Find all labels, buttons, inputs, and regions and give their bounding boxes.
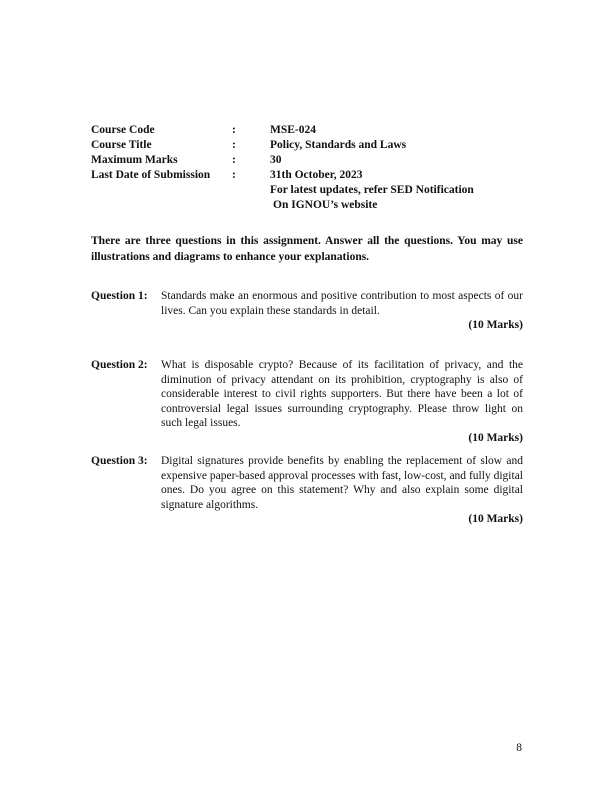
question-2-marks: (10 Marks) — [468, 431, 523, 444]
course-code-value: MSE-024 — [270, 124, 316, 136]
submission-date-row — [91, 168, 540, 183]
maximum-marks-row — [91, 153, 540, 168]
question-3 — [91, 454, 523, 527]
course-title-row — [91, 138, 540, 153]
question-3-label: Question 3: — [91, 455, 148, 467]
course-code-label: Course Code — [91, 124, 155, 136]
question-3-text: Digital signatures provide benefits by enabling the replacement of slow and expensive paper-based approval processes with fast, low-cost, and fully digital ones. Do you agree on this statement? Why and also explain some digital signature algorithms. — [161, 455, 523, 511]
page-number: 8 — [516, 742, 522, 754]
course-title-value: Policy, Standards and Laws — [270, 139, 407, 151]
question-1-text: Standards make an enormous and positive contribution to most aspects of our lives. Can you explain these standards in detail. — [161, 290, 523, 317]
maximum-marks-value: 30 — [270, 154, 282, 166]
notification-note-line1: For latest updates, refer SED Notification — [270, 184, 474, 196]
course-code-colon: : — [232, 124, 236, 136]
question-2-label: Question 2: — [91, 359, 148, 371]
submission-date-value: 31th October, 2023 — [270, 169, 363, 181]
submission-date-label: Last Date of Submission — [91, 169, 211, 181]
question-2-text: What is disposable crypto? Because of its facilitation of privacy, and the diminution of privacy attendant on its prohibition, cryptography is also of considerable interest to civil rights supporters. But there have been a lot of controversial legal issues surrounding cryptography. Please throw light on such legal issues. — [161, 359, 523, 429]
assignment-instructions: There are three questions in this assignment. Answer all the questions. You may use illustrations and diagrams to enhance your explanations. — [91, 235, 523, 263]
course-title-colon: : — [232, 139, 236, 151]
submission-date-colon: : — [232, 169, 236, 181]
course-title-label: Course Title — [91, 139, 152, 151]
maximum-marks-colon: : — [232, 154, 236, 166]
question-1-label: Question 1: — [91, 290, 148, 302]
maximum-marks-label: Maximum Marks — [91, 154, 178, 166]
question-2 — [91, 358, 523, 445]
course-code-row — [91, 123, 540, 138]
question-1 — [91, 289, 523, 333]
question-1-marks: (10 Marks) — [468, 319, 523, 331]
question-3-marks: (10 Marks) — [468, 513, 523, 525]
course-info — [91, 123, 540, 213]
notification-note-line2: On IGNOU’s website — [273, 199, 378, 211]
